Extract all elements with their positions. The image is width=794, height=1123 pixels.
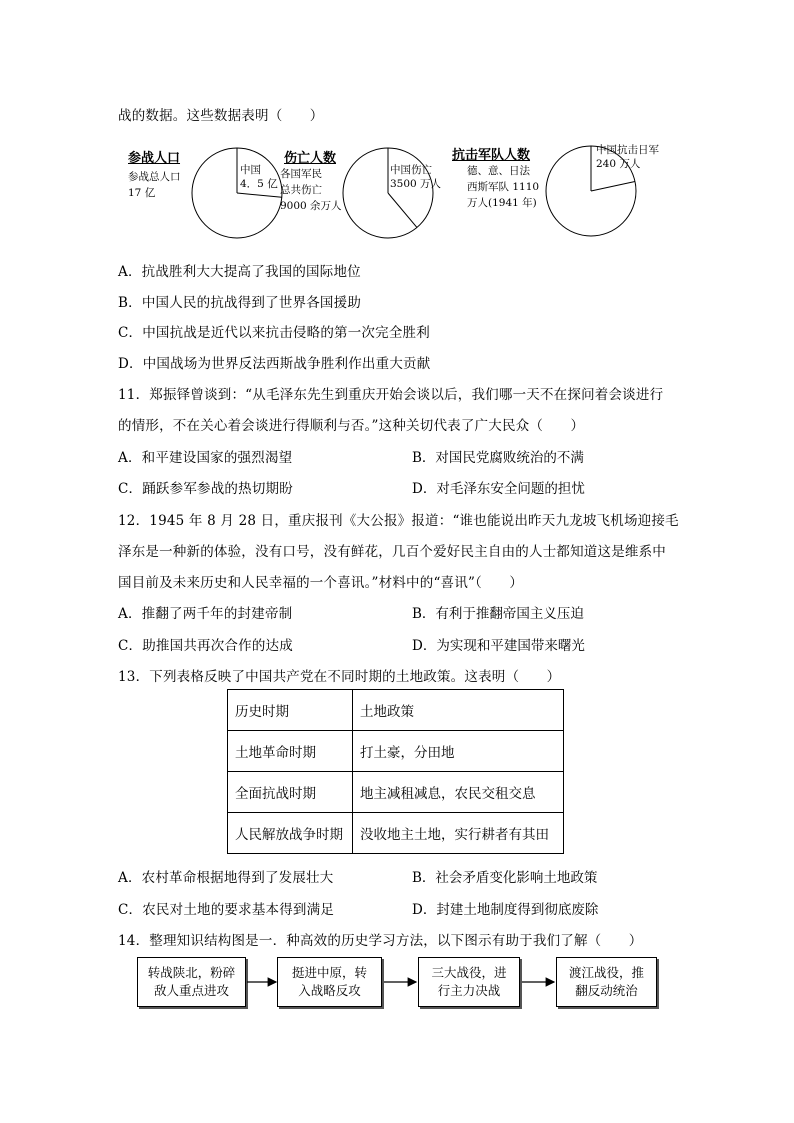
q12-option-a[interactable]: A．推翻了两千年的封建帝制 (118, 606, 293, 622)
q12-stem-line3: 国目前及未来历史和人民幸福的一个喜讯。”材料中的“喜讯”（ ） (118, 575, 524, 591)
flow-box-3: 三大战役，进 行主力决战 (418, 957, 520, 1007)
q13-option-c[interactable]: C．农民对土地的要求基本得到满足 (118, 902, 335, 918)
table-row (228, 690, 564, 731)
q12-option-c[interactable]: C．助推国共再次合作的达成 (118, 638, 293, 654)
chart1-title: 参战人口 (128, 151, 181, 166)
flow-box-1: 转战陕北，粉碎 敌人重点进攻 (137, 957, 246, 1007)
chart2-slice-edge-end (388, 193, 417, 227)
table-row (228, 731, 564, 772)
chart2-pie (340, 145, 436, 241)
flow-box-2: 挺进中原，转 入战略反攻 (277, 957, 382, 1007)
q11-option-d[interactable]: D．对毛泽东安全问题的担忧 (412, 481, 585, 497)
q13-stem: 13．下列表格反映了中国共产党在不同时期的土地政策。这表明（ ） (118, 669, 561, 685)
chart3-slice-edge-end (591, 181, 635, 191)
q10-option-b[interactable]: B．中国人民的抗战得到了世界各国援助 (118, 295, 362, 311)
chart3-slice-label: 中国抗击日军 240 万人 (596, 144, 659, 170)
flow-box-4: 渡江战役，推 翻反动统治 (556, 957, 657, 1007)
table-cell-period: 全面抗战时期 (228, 772, 353, 813)
table-header-period: 历史时期 (228, 690, 353, 731)
land-policy-table (227, 689, 564, 854)
table-header-policy: 土地政策 (353, 690, 564, 731)
q10-option-d[interactable]: D．中国战场为世界反法西斯战争胜利作出重大贡献 (118, 356, 431, 372)
q10-option-c[interactable]: C．中国抗战是近代以来抗击侵略的第一次完全胜利 (118, 325, 430, 341)
q11-stem-line1: 11．郑振铎曾谈到：“从毛泽东先生到重庆开始会谈以后，我们哪一天不在探问着会谈进行 (118, 387, 664, 403)
q11-option-a[interactable]: A．和平建设国家的强烈渴望 (118, 450, 293, 466)
table-row (228, 772, 564, 813)
table-row (228, 813, 564, 854)
q13-option-b[interactable]: B．社会矛盾变化影响土地政策 (412, 870, 598, 886)
q11-option-c[interactable]: C．踊跃参军参战的热切期盼 (118, 481, 293, 497)
chart2-title: 伤亡人数 (284, 151, 337, 166)
table-cell-period: 土地革命时期 (228, 731, 353, 772)
chart1-pie (189, 145, 285, 241)
q12-option-b[interactable]: B．有利于推翻帝国主义压迫 (412, 606, 584, 622)
chart1-slice-label: 中国 4．5 亿 (240, 164, 278, 190)
q10-stem-tail: 战的数据。这些数据表明（ ） (118, 108, 324, 124)
q10-option-a[interactable]: A．抗战胜利大大提高了我国的国际地位 (118, 264, 361, 280)
chart1-subtitle: 参战总人口 17 亿 (128, 171, 181, 199)
table-cell-policy: 地主减租减息，农民交租交息 (353, 772, 564, 813)
table-cell-period: 人民解放战争时期 (228, 813, 353, 854)
table-cell-policy: 打土豪，分田地 (353, 731, 564, 772)
chart2-subtitle: 各国军民 总共伤亡 9000 余万人 (280, 168, 342, 212)
q12-stem-line1: 12．1945 年 8 月 28 日，重庆报刊《大公报》报道：“谁也能说出昨天九龙坡飞机场迎接毛 (118, 513, 679, 529)
q11-option-b[interactable]: B．对国民党腐败统治的不满 (412, 450, 584, 466)
chart3-subtitle: 德、意、日法 西斯军队 1110 万人(1941 年) (467, 165, 540, 209)
flow-arrows (0, 970, 794, 994)
q12-stem-line2: 泽东是一种新的体验，没有口号，没有鲜花，几百个爱好民主自由的人士都知道这是维系中 (118, 544, 666, 560)
chart1-slice-edge-end (237, 193, 282, 197)
table-cell-policy: 没收地主土地，实行耕者有其田 (353, 813, 564, 854)
q14-stem: 14．整理知识结构图是一．种高效的历史学习方法，以下图示有助于我们了解（ ） (118, 933, 643, 949)
q13-option-a[interactable]: A．农村革命根据地得到了发展壮大 (118, 870, 334, 886)
q11-stem-line2: 的情形，不在关心着会谈进行得顺利与否。”这种关切代表了广大民众（ ） (118, 418, 585, 434)
chart3-title: 抗击军队人数 (452, 148, 531, 163)
q13-option-d[interactable]: D．封建土地制度得到彻底废除 (412, 902, 599, 918)
q12-option-d[interactable]: D．为实现和平建国带来曙光 (412, 638, 585, 654)
chart2-slice-label: 中国伤亡 3500 万人 (390, 164, 442, 190)
